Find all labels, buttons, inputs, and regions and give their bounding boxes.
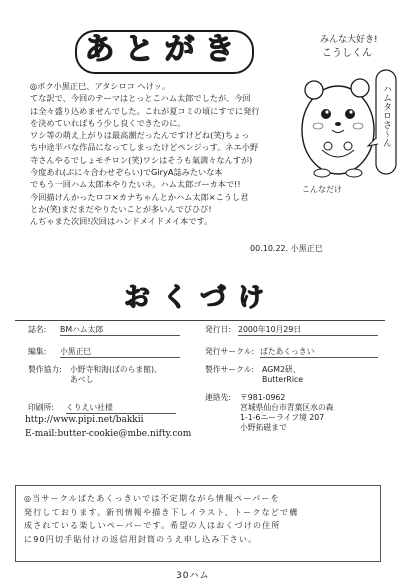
afterword-title: あとがき (75, 30, 254, 74)
notice-text: ◎当サークルばたあくっきいでは不定期ながら情報ペーパーを 発行しております。新刊情報や描き下しイラスト、トークなどで構 成されている楽しいペーパーです。希望の人はおくづけの住所 に90円切手貼付けの返信用封筒のうえ申し込み下さい。 (24, 494, 299, 544)
colophon-editor-label: 編集: (28, 347, 47, 356)
colophon-date-value: 2000年10月29日 (238, 325, 378, 336)
illustration-caption-name: こうしくん (322, 48, 372, 59)
hamster-drawing (298, 30, 400, 195)
colophon-authors-value: 小野寺和海(ぱのらま館)、 あべし (70, 365, 162, 384)
colophon-title-value: BMハム太郎 (60, 325, 180, 336)
colophon-title: おくづけ (123, 283, 276, 313)
website-url[interactable]: http://www.pipi.net/bakkii (25, 415, 144, 425)
colophon-circle-label: 発行サークル: (205, 347, 255, 356)
colophon-production-label: 製作サークル: (205, 365, 255, 374)
afterword-body: ◎ボク小黒正巳、アタシロコ ヘけッ。 てな訳で、今回のテーマはとっとこハム太郎でしたが、今回 は全々盛り込めませんでした。これが夏コミの頃にすでに発行 を決めていればもう少し良くできたのに。 ワシ等の萌え上がりは最高潮だったんですけどね(笑)ちょっ ち中途半パな作品になってしまったけどペンジっす。ネエ小野 寺さんやるでしょモチロン(笑)ワシはそうも氣満々なんすが) 今度あれ(ぷに々合わせぞらい)でGiryA誌みたいな本 でもう一回ハム太郎本やりたいネ。ハム太郎ゴーカ本で!! 今回描けんかったロコ×カナちゃんとかハム太郎×こうし君 とか(笑)まだまだやりたいことが多いんでびひび! んぢゃまた次回!次回はハンドメイドメイ本です。 (30, 81, 260, 227)
colophon-printer-label: 印刷所: (28, 403, 55, 412)
colophon-divider (15, 320, 385, 321)
email-address[interactable]: E-mail:butter-cookie@mbe.nifty.com (25, 429, 192, 439)
colophon-circle-value: ばたあくっきい (260, 347, 378, 358)
colophon-date-label: 発行日: (205, 325, 232, 334)
hamster-illustration (298, 30, 400, 195)
colophon-title-label: 誌名: (28, 325, 47, 334)
colophon-production-value: AGM2研、 ButterRice (262, 365, 304, 384)
colophon-printer-value: くりえい社様 (66, 403, 176, 414)
colophon-editor-value: 小黒正巳 (60, 347, 180, 358)
page-number: 30ハム (176, 571, 210, 581)
afterword-signature: 00.10.22. 小黒正巳 (250, 244, 323, 253)
colophon-authors-label: 製作協力: (28, 365, 62, 374)
colophon-contact-label: 連絡先: (205, 393, 232, 402)
illustration-caption-bottom: こんなだけ (302, 185, 342, 194)
illustration-caption-top: みんな大好き! (320, 35, 378, 45)
info-paper-notice (15, 485, 381, 562)
colophon-contact-value: 〒981-0962 宮城県仙台市青葉区水の森 1-1-6ニーライフ境 207 小野拓磁まで (240, 393, 334, 432)
illustration-speech: ハムタロさ〜ん (381, 84, 391, 147)
